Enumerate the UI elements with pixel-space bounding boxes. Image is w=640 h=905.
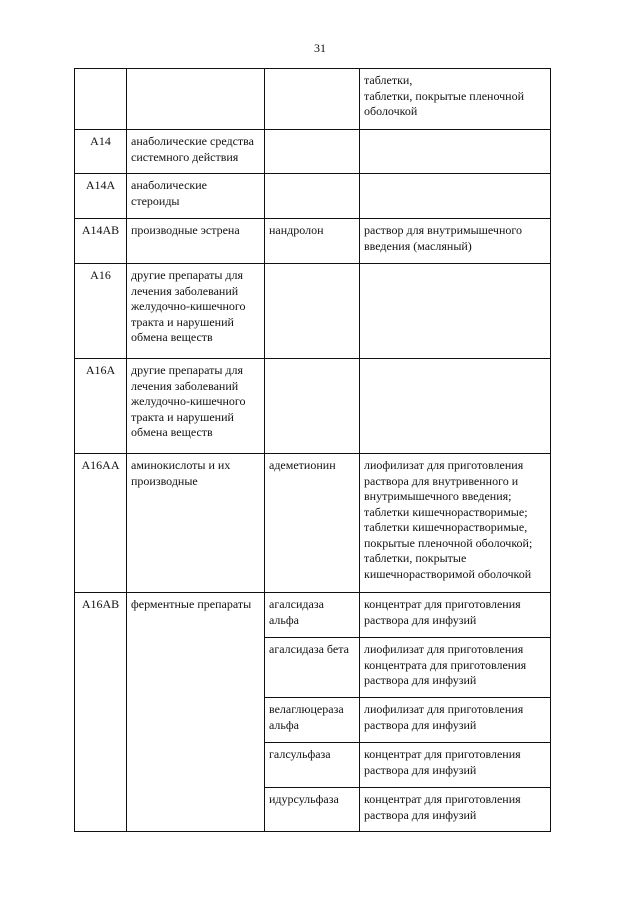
atc-code-cell: A16A	[75, 359, 127, 454]
group-name-cell: другие препараты для лечения заболеваний желудочно-кишечного тракта и нарушений обмена веществ	[127, 264, 265, 359]
drug-name-cell: агалсидаза альфа	[265, 593, 360, 638]
atc-code-cell: A14	[75, 130, 127, 174]
drug-name-cell	[265, 264, 360, 359]
table-row	[75, 454, 551, 593]
atc-code-cell: A16AA	[75, 454, 127, 593]
drug-name-cell: агалсидаза бета	[265, 638, 360, 698]
dosage-form-cell	[360, 130, 551, 174]
drug-name-cell	[265, 69, 360, 130]
table-row	[75, 130, 551, 174]
atc-code-cell: A16	[75, 264, 127, 359]
drug-table	[74, 68, 551, 832]
drug-name-cell: велаглюцераза альфа	[265, 698, 360, 743]
group-name-cell: анаболические средства системного действия	[127, 130, 265, 174]
group-name-cell: производные эстрена	[127, 219, 265, 264]
dosage-form-cell	[360, 174, 551, 219]
table-row	[75, 174, 551, 219]
dosage-form-cell: концентрат для приготовления раствора для инфузий	[360, 788, 551, 832]
dosage-form-cell: лиофилизат для приготовления раствора для инфузий	[360, 698, 551, 743]
atc-code-cell: A14A	[75, 174, 127, 219]
atc-code-cell	[75, 69, 127, 130]
group-name-cell	[127, 69, 265, 130]
table-row	[75, 359, 551, 454]
drug-name-cell: нандролон	[265, 219, 360, 264]
dosage-form-cell	[360, 264, 551, 359]
dosage-form-cell	[360, 359, 551, 454]
page-number: 31	[314, 41, 326, 55]
group-name-cell: аминокислоты и их производные	[127, 454, 265, 593]
drug-name-cell	[265, 359, 360, 454]
dosage-form-cell: концентрат для приготовления раствора для инфузий	[360, 593, 551, 638]
atc-code-cell: A16AB	[75, 593, 127, 832]
drug-name-cell: адеметионин	[265, 454, 360, 593]
group-name-cell: другие препараты для лечения заболеваний желудочно-кишечного тракта и нарушений обмена веществ	[127, 359, 265, 454]
group-name-cell: ферментные препараты	[127, 593, 265, 832]
drug-table-body	[75, 69, 551, 832]
dosage-form-cell: таблетки, таблетки, покрытые пленочной оболочкой	[360, 69, 551, 130]
group-name-cell: анаболические стероиды	[127, 174, 265, 219]
table-row	[75, 264, 551, 359]
table-row	[75, 69, 551, 130]
atc-code-cell: A14AB	[75, 219, 127, 264]
dosage-form-cell: лиофилизат для приготовления раствора для внутривенного и внутримышечного введения; таблетки кишечнорастворимые; таблетки кишечнорастворимые, покрытые пленочной оболочкой; таблетки, покрытые кишечнорастворимой оболочкой	[360, 454, 551, 593]
drug-name-cell: галсульфаза	[265, 743, 360, 788]
drug-name-cell	[265, 130, 360, 174]
dosage-form-cell: лиофилизат для приготовления концентрата для приготовления раствора для инфузий	[360, 638, 551, 698]
drug-name-cell: идурсульфаза	[265, 788, 360, 832]
table-row	[75, 593, 551, 638]
dosage-form-cell: концентрат для приготовления раствора для инфузий	[360, 743, 551, 788]
table-row	[75, 219, 551, 264]
drug-name-cell	[265, 174, 360, 219]
dosage-form-cell: раствор для внутримышечного введения (масляный)	[360, 219, 551, 264]
